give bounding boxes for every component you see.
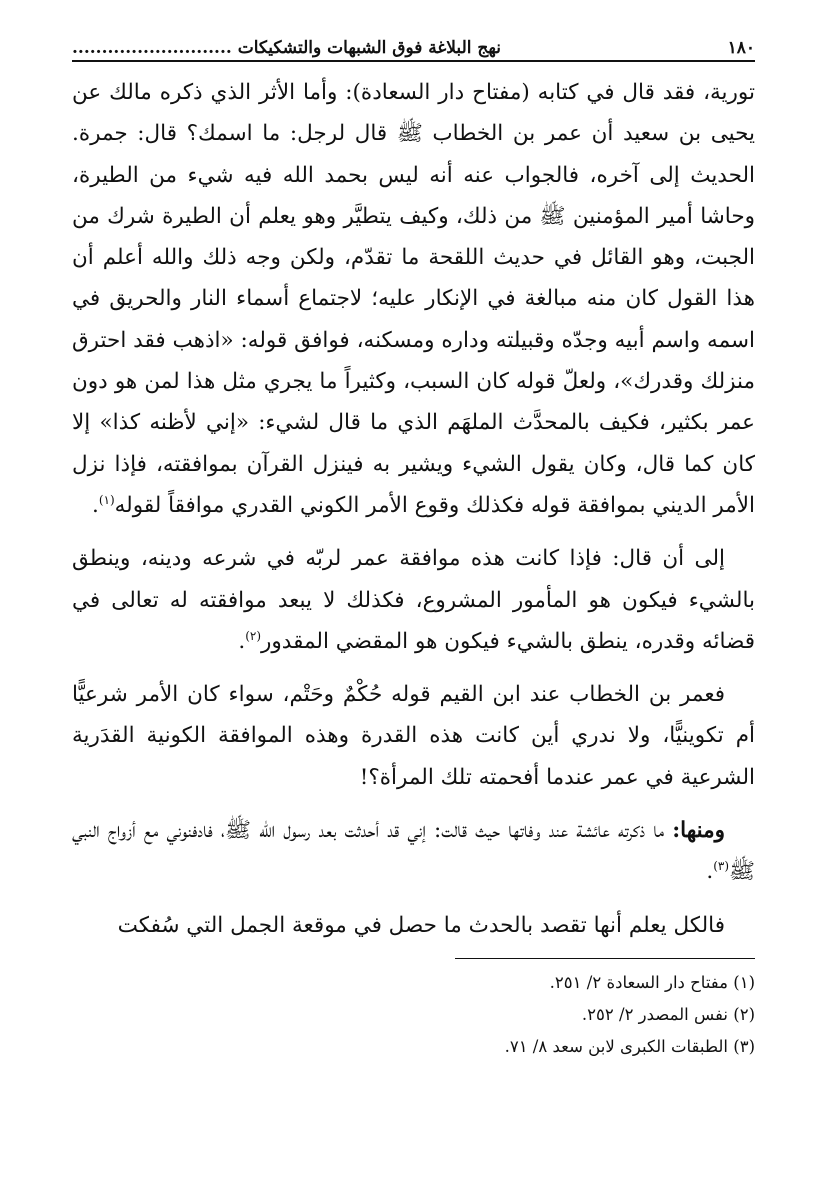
running-title: نهج البلاغة فوق الشبهات والتشكيكات ...........................	[72, 38, 501, 58]
paragraph-5	[72, 905, 755, 946]
paragraph-3	[72, 674, 755, 798]
paragraph-4-end: .	[706, 859, 714, 885]
footnotes	[72, 967, 755, 1063]
paragraph-3-text: فعمر بن الخطاب عند ابن القيم قوله حُكْمٌ وحَتْم، سواء كان الأمر شرعيًّا أم تكوينيًّا، ولا ندري أين كانت هذه القدرة وهذه الموافقة الكونية القدَرية الشرعية في عمر عندما أفحمته تلك المرأة؟!	[72, 682, 755, 790]
footnote-1: (١) مفتاح دار السعادة ٢/ ٢٥١.	[549, 972, 755, 992]
footnote-3: (٣) الطبقات الكبرى لابن سعد ٨/ ٧١.	[504, 1036, 755, 1056]
paragraph-5-text: فالكل يعلم أنها تقصد بالحدث ما حصل في موقعة الجمل التي سُفكت	[117, 912, 725, 938]
page-number: ١٨٠	[727, 38, 755, 58]
paragraph-2	[72, 538, 755, 662]
header-divider	[72, 60, 755, 62]
paragraph-1-end: .	[91, 492, 99, 518]
page-header	[72, 28, 755, 58]
paragraph-4	[72, 810, 755, 893]
footnote-2: (٢) نفس المصدر ٢/ ٢٥٢.	[581, 1004, 755, 1024]
book-page	[72, 28, 755, 1063]
paragraph-2-text: إلى أن قال: فإذا كانت هذه موافقة عمر لربّه في شرعه ودينه، وينطق بالشيء فيكون هو المأمور المشروع، فكذلك لا يبعد موافقته له تعالى في قضائه وقدره، ينطق بالشيء فيكون هو المقضي المقدور	[72, 546, 755, 654]
body-text	[72, 72, 755, 946]
footnote-ref-3: (٣)	[713, 859, 730, 874]
paragraph-2-end: .	[238, 628, 246, 654]
paragraph-4-text: ما ذكرته عائشة عند وفاتها حيث قالت: إني قد أحدثت بعد رسول الله ﷺ، فادفنوني مع أزواج النبي ﷺ	[72, 818, 755, 885]
footnote-ref-2: (٢)	[245, 628, 262, 643]
footnote-ref-1: (١)	[98, 492, 115, 507]
paragraph-1	[72, 72, 755, 526]
paragraph-4-lead: ومنها:	[672, 818, 725, 844]
footnote-divider	[455, 958, 755, 959]
paragraph-1-text: تورية، فقد قال في كتابه (مفتاح دار السعادة): وأما الأثر الذي ذكره مالك عن يحيى بن سعيد أن عمر بن الخطاب ﷺ قال لرجل: ما اسمك؟ قال: جمرة. الحديث إلى آخره، فالجواب عنه أنه ليس بحمد الله فيه شيء من الطيرة، وحاشا أمير المؤمنين ﷺ من ذلك، وكيف يتطيَّر وهو يعلم أن الطيرة شرك من الجبت، وهو القائل في حديث اللقحة ما تقدّم، ولكن وجه ذلك والله أعلم أن هذا القول كان منه مبالغة في الإنكار عليه؛ لاجتماع أسماء النار والحريق في اسمه واسم أبيه وجدّه وقبيلته وداره ومسكنه، فوافق قوله: «اذهب فقد احترق منزلك وقدرك»، ولعلّ قوله كان السبب، وكثيراً ما يجري مثل هذا لمن هو دون عمر بكثير، فكيف بالمحدَّث الملهَم الذي ما قال لشيء: «إني لأظنه كذا» إلا كان كما قال، وكان يقول الشيء ويشير به فينزل القرآن بموافقته، فإذا نزل الأمر الديني بموافقة قوله فكذلك وقوع الأمر الكوني القدري موافقاً لقوله	[72, 80, 755, 518]
